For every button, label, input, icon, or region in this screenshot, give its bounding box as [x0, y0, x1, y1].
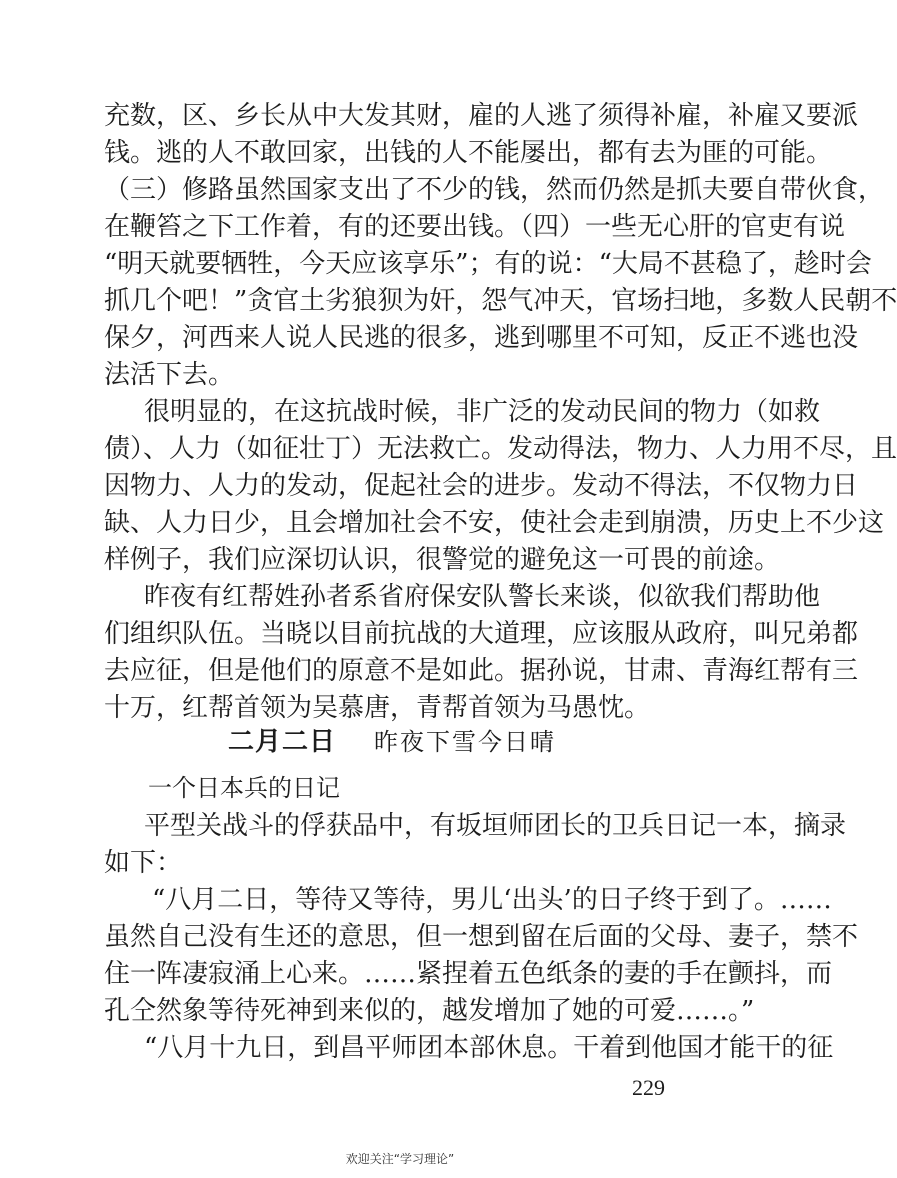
body-line: 债）、人力（如征壮丁）无法救亡。发动得法，物力、人力用不尽，且 [104, 434, 897, 464]
body-line: 去应征，但是他们的原意不是如此。据孙说，甘肃、青海红帮有三 [104, 656, 859, 686]
body-line: 抓几个吧！”贪官土劣狼狈为奸，怨气冲天，官场扫地，多数人民朝不 [104, 286, 897, 316]
body-line: 保夕，河西来人说人民逃的很多，逃到哪里不可知，反正不逃也没 [104, 323, 859, 353]
footer-note: 欢迎关注“学习理论” [345, 1152, 455, 1166]
quote-line: 住一阵凄寂涌上心来。……紧捏着五色纸条的妻的手在颤抖，而 [104, 959, 833, 989]
body-line: （三）修路虽然国家支出了不少的钱，然而仍然是抓夫要自带伙食， [104, 175, 885, 205]
body-line: 钱。逃的人不敢回家，出钱的人不能屡出，都有去为匪的可能。 [104, 138, 833, 168]
body-line: 因物力、人力的发动，促起社会的进步。发动不得法，不仅物力日 [104, 471, 859, 501]
body-line: 样例子，我们应深切认识，很警觉的避免这一可畏的前途。 [104, 545, 781, 575]
quote-first-line: “八月二日，等待又等待，男儿‘出头’的日子终于到了。…… [152, 885, 832, 915]
body-line: 在鞭笞之下工作着，有的还要出钱。（四）一些无心肝的官吏有说 [104, 212, 846, 242]
body-line: 法活下去。 [104, 360, 235, 390]
quote-line: 孔仝然象等待死神到来似的，越发增加了她的可爱……。” [104, 996, 755, 1026]
page-number: 229 [632, 1075, 665, 1100]
quote-line: 虽然自己没有生还的意思，但一想到留在后面的父母、妻子，禁不 [104, 922, 859, 952]
body-line: 十万，红帮首领为吴慕唐，青帮首领为马愚忱。 [104, 693, 651, 723]
body-line: 如下： [104, 848, 183, 878]
quote-first-line: “八月十九日，到昌平师团本部休息。干着到他国才能干的征 [144, 1033, 834, 1063]
entry-date: 二月二日 [228, 727, 337, 757]
body-line: 缺、人力日少，且会增加社会不安，使社会走到崩溃，历史上不少这 [104, 508, 885, 538]
paragraph-first-line: 很明显的，在这抗战时候，非广泛的发动民间的物力（如救 [144, 397, 821, 427]
paragraph-first-line: 平型关战斗的俘获品中，有坂垣师团长的卫兵日记一本，摘录 [144, 811, 847, 841]
entry-heading [228, 722, 556, 762]
body-line: 们组织队伍。当晓以目前抗战的大道理，应该服从政府，叫兄弟都 [104, 619, 859, 649]
section-subtitle: 一个日本兵的日记 [148, 774, 340, 802]
paragraph-first-line: 昨夜有红帮姓孙者系省府保安队警长来谈，似欲我们帮助他 [144, 582, 821, 612]
body-line: 充数，区、乡长从中大发其财，雇的人逃了须得补雇，补雇又要派 [104, 101, 859, 131]
body-line: “明天就要牺牲，今天应该享乐”；有的说：“大局不甚稳了，趁时会 [104, 249, 872, 279]
entry-weather: 昨夜下雪今日晴 [374, 728, 557, 756]
